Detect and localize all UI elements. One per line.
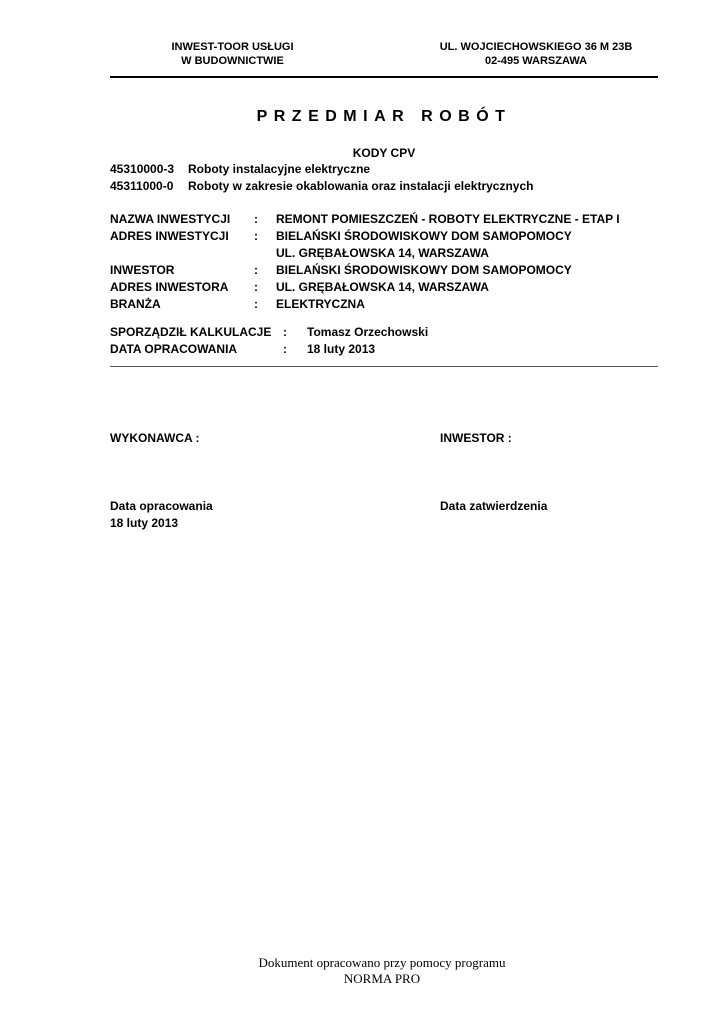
author-row: [110, 324, 670, 341]
cpv-heading: KODY CPV: [352, 146, 416, 160]
colon: :: [283, 325, 287, 339]
cpv-description: Roboty w zakresie okablowania oraz instalacji elektrycznych: [188, 179, 534, 193]
trade-row: [110, 296, 670, 313]
header-divider: [110, 76, 658, 78]
trade-label: BRANŻA: [110, 297, 161, 311]
approval-date-label: Data zatwierdzenia: [440, 499, 548, 513]
cpv-item: [110, 161, 670, 178]
colon: :: [254, 297, 258, 311]
company-address-line2: 02-495 WARSZAWA: [484, 55, 588, 67]
investor-address-label: ADRES INWESTORA: [110, 280, 229, 294]
company-name-line2: W BUDOWNICTWIE: [181, 55, 284, 67]
investment-name-value: REMONT POMIESZCZEŃ - ROBOTY ELEKTRYCZNE - ETAP I: [276, 212, 620, 226]
section-divider: [110, 366, 658, 367]
investment-name-label: NAZWA INWESTYCJI: [110, 212, 231, 226]
investor-label: INWESTOR: [110, 263, 175, 277]
investor-address-value: UL. GRĘBAŁOWSKA 14, WARSZAWA: [276, 280, 489, 294]
colon: :: [254, 212, 258, 226]
investment-address-label: ADRES INWESTYCJI: [110, 229, 229, 243]
investment-address-row: [110, 228, 670, 245]
colon: :: [254, 229, 258, 243]
investment-address-value-line2: UL. GRĘBAŁOWSKA 14, WARSZAWA: [276, 246, 489, 260]
cpv-code: 45310000-3: [110, 162, 175, 176]
company-address: [412, 40, 660, 68]
author-label: SPORZĄDZIŁ KALKULACJE: [110, 325, 272, 339]
investment-address-row-cont: [110, 245, 670, 262]
cpv-code: 45311000-0: [110, 179, 174, 193]
investment-address-value-line1: BIELAŃSKI ŚRODOWISKOWY DOM SAMOPOMOCY: [276, 229, 572, 243]
cpv-item: [110, 178, 670, 195]
contractor-label: WYKONAWCA :: [110, 431, 200, 445]
investor-signature-label: INWESTOR :: [440, 431, 512, 445]
colon: :: [254, 263, 258, 277]
document-title: PRZEDMIAR ROBÓT: [256, 108, 512, 125]
prep-date-signature-value: 18 luty 2013: [110, 516, 179, 530]
investor-address-row: [110, 279, 670, 296]
footer-line1: Dokument opracowano przy pomocy programu: [258, 955, 506, 970]
prep-date-label: DATA OPRACOWANIA: [110, 342, 238, 356]
cpv-description: Roboty instalacyjne elektryczne: [188, 162, 371, 176]
footer-line2: NORMA PRO: [343, 971, 421, 986]
investor-value: BIELAŃSKI ŚRODOWISKOWY DOM SAMOPOMOCY: [276, 263, 572, 277]
colon: :: [283, 342, 287, 356]
investment-name-row: [110, 211, 670, 228]
author-value: Tomasz Orzechowski: [307, 325, 429, 339]
prep-date-value: 18 luty 2013: [307, 342, 376, 356]
company-name-line1: INWEST-TOOR USŁUGI: [171, 41, 294, 53]
investor-row: [110, 262, 670, 279]
trade-value: ELEKTRYCZNA: [276, 297, 365, 311]
prep-date-signature-label: Data opracowania: [110, 499, 213, 513]
company-name: [110, 40, 355, 68]
company-address-line1: UL. WOJCIECHOWSKIEGO 36 M 23B: [439, 41, 633, 53]
colon: :: [254, 280, 258, 294]
footer-note: [162, 955, 602, 987]
prep-date-row: [110, 341, 670, 358]
